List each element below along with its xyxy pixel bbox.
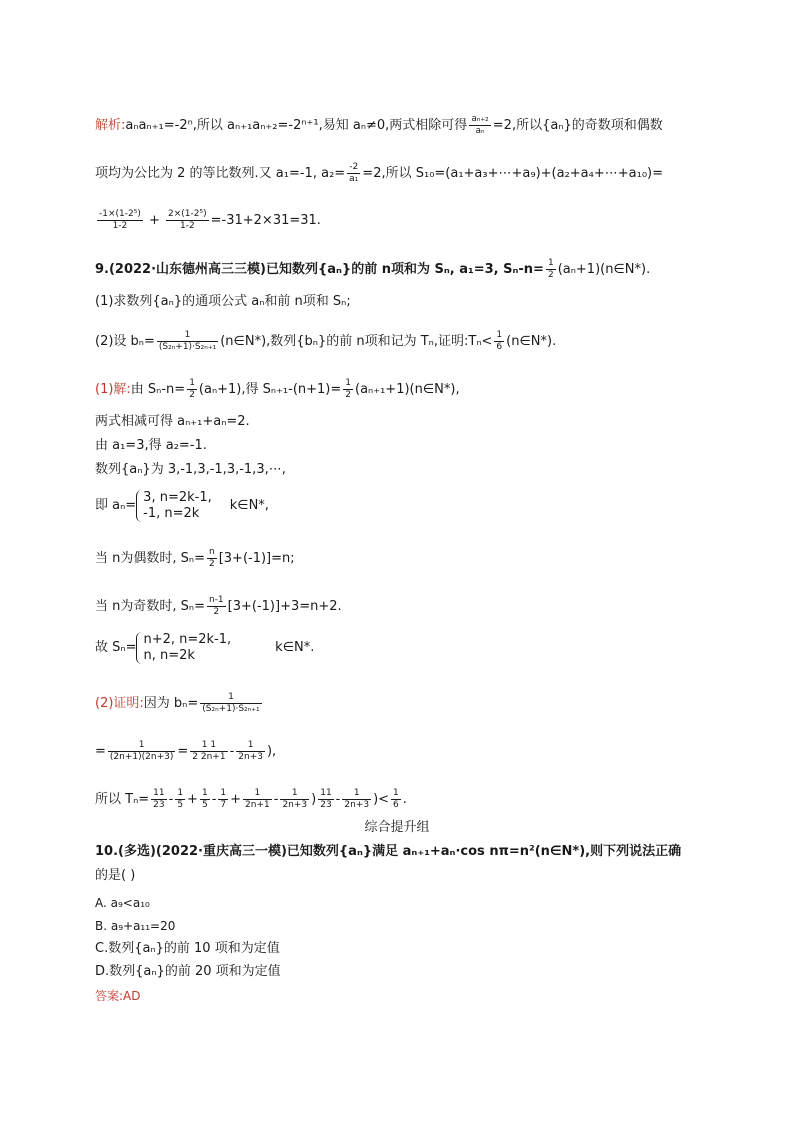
q9-stem: 9.(2022·山东德州高三三模)已知数列{aₙ}的前 n项和为 Sₙ, a₁=3, Sₙ-n= $\frac{1}{2}$ (aₙ+1)(n∈N*). <box>95 258 651 280</box>
answer-value: AD <box>123 989 141 1003</box>
proof-label: (2)证明: <box>95 696 144 711</box>
fraction: $\frac{1}{2}$ <box>547 258 554 280</box>
piecewise-brace: 3, n=2k-1, -1, n=2k <box>136 490 212 522</box>
analysis-line-3: $\frac{\text{-1×(1-2⁵)}}{1-2}$ + $\frac{\text{2×(1-2⁵)}}{1-2}$ =-31+2×31=31. <box>99 209 321 231</box>
fraction: $\frac{\text{-1×(1-2⁵)}}{1-2}$ <box>99 209 141 231</box>
fraction: $\frac{1}{6}$ <box>496 330 503 352</box>
q9-solution-2: 两式相减可得 aₙ₊₁+aₙ=2. <box>95 414 250 429</box>
q10-option-a: A. a₉<a₁₀ <box>95 896 150 910</box>
fraction: $\frac{\text{aₙ₊₂}}{\text{aₙ}}$ <box>471 114 489 136</box>
q10-answer <box>95 986 141 1006</box>
q9-part1: (1)求数列{aₙ}的通项公式 aₙ和前 n项和 Sₙ; <box>95 294 351 309</box>
q9-solution-1: (1)解:由 Sₙ-n= $\frac{1}{2}$ (aₙ+1),得 Sₙ₊₁-(n+1)= $\frac{1}{2}$ (aₙ₊₁+1)(n∈N*), <box>95 378 460 400</box>
fraction: $\frac{1}{\text{(S₂ₙ+1)·S₂ₙ₊₁}}$ <box>158 330 217 352</box>
fraction: $\frac{\text{2×(1-2⁵)}}{1-2}$ <box>168 209 207 231</box>
fraction: $\frac{n-1}{2}$ <box>208 595 224 617</box>
q10-option-c: C.数列{aₙ}的前 10 项和为定值 <box>95 941 280 956</box>
fraction: $\frac{1}{(2n+1)(2n+3)}$ <box>109 740 174 762</box>
fraction: $\frac{1}{2}$ <box>189 378 195 400</box>
q9-solution-3: 由 a₁=3,得 a₂=-1. <box>95 438 207 453</box>
q9-solution-10: = $\frac{1}{(2n+1)(2n+3)}$ = $\frac{1 1}{2 2n+1}$ - $\frac{1}{2n+3}$ ), <box>95 740 277 762</box>
fraction: $\frac{1}{2}$ <box>345 378 352 400</box>
q9-solution-5: 即 aₙ= 3, n=2k-1, -1, n=2k k∈N*, <box>95 490 269 521</box>
q9-solution-7: 当 n为奇数时, Sₙ= $\frac{n-1}{2}$ [3+(-1)]+3=n+2. <box>95 595 342 617</box>
q9-solution-11: 所以 Tₙ= $\frac{11}{23}$ - $\frac{1}{5}$ + $\frac{1}{5}$ - $\frac{1}{7}$ + $\frac{1}{2n+1}$ - $\frac{1}{2n+3}$ ) $\frac{11}{23}$ - $\frac{1}{2n+3}$ )< $\frac{1}{6}$ . <box>95 788 407 810</box>
q10-stem-1: 10.(多选)(2022·重庆高三一模)已知数列{aₙ}满足 aₙ₊₁+aₙ·cos nπ=n²(n∈N*),则下列说法正确 <box>95 844 682 859</box>
q10-option-d: D.数列{aₙ}的前 20 项和为定值 <box>95 964 281 979</box>
fraction: $\frac{1 1}{2 2n+1}$ <box>192 740 226 762</box>
answer-label: 答案: <box>95 989 124 1003</box>
analysis-line-2: 项均为公比为 2 的等比数列.又 a₁=-1, a₂= $\frac{-2}{\text{a₁}}$ =2,所以 S₁₀=(a₁+a₃+⋯+a₉)+(a₂+a₄+⋯+a₁₀)= <box>95 162 663 184</box>
solution-label: (1)解: <box>95 382 131 397</box>
analysis-line-1 <box>95 114 663 137</box>
analysis-text-1-tail: =2,所以{aₙ}的奇数项和偶数 <box>492 118 663 133</box>
q9-part2: (2)设 bₙ= $\frac{1}{\text{(S₂ₙ+1)·S₂ₙ₊₁}}$ (n∈N*),数列{bₙ}的前 n项和记为 Tₙ,证明:Tₙ< $\frac{1}{6}$ (n∈N*). <box>95 330 557 352</box>
q10-stem-2: 的是( ) <box>95 868 136 883</box>
analysis-label: 解析: <box>95 118 126 133</box>
fraction: $\frac{n}{2}$ <box>208 547 215 569</box>
fraction: $\frac{1}{2n+3}$ <box>238 740 263 762</box>
q9-solution-4: 数列{aₙ}为 3,-1,3,-1,3,-1,3,⋯, <box>95 462 286 477</box>
q9-solution-6: 当 n为偶数时, Sₙ= $\frac{n}{2}$ [3+(-1)]=n; <box>95 547 295 569</box>
piecewise-brace: n+2, n=2k-1, n, n=2k <box>136 632 231 664</box>
q9-solution-8: 故 Sₙ= n+2, n=2k-1, n, n=2k k∈N*. <box>95 632 315 663</box>
fraction: $\frac{-2}{\text{a₁}}$ <box>349 162 359 184</box>
q10-option-b: B. a₉+a₁₁=20 <box>95 919 176 933</box>
q9-solution-9: (2)证明:因为 bₙ= $\frac{1}{\text{(S₂ₙ+1)·S₂ₙ₊₁}}$ <box>95 692 260 714</box>
analysis-text-1: aₙaₙ₊₁=-2ⁿ,所以 aₙ₊₁aₙ₊₂=-2ⁿ⁺¹,易知 aₙ≠0,两式相除可得 <box>125 118 468 133</box>
section-title: 综合提升组 <box>364 820 430 835</box>
fraction: $\frac{1}{\text{(S₂ₙ+1)·S₂ₙ₊₁}}$ <box>202 692 260 714</box>
